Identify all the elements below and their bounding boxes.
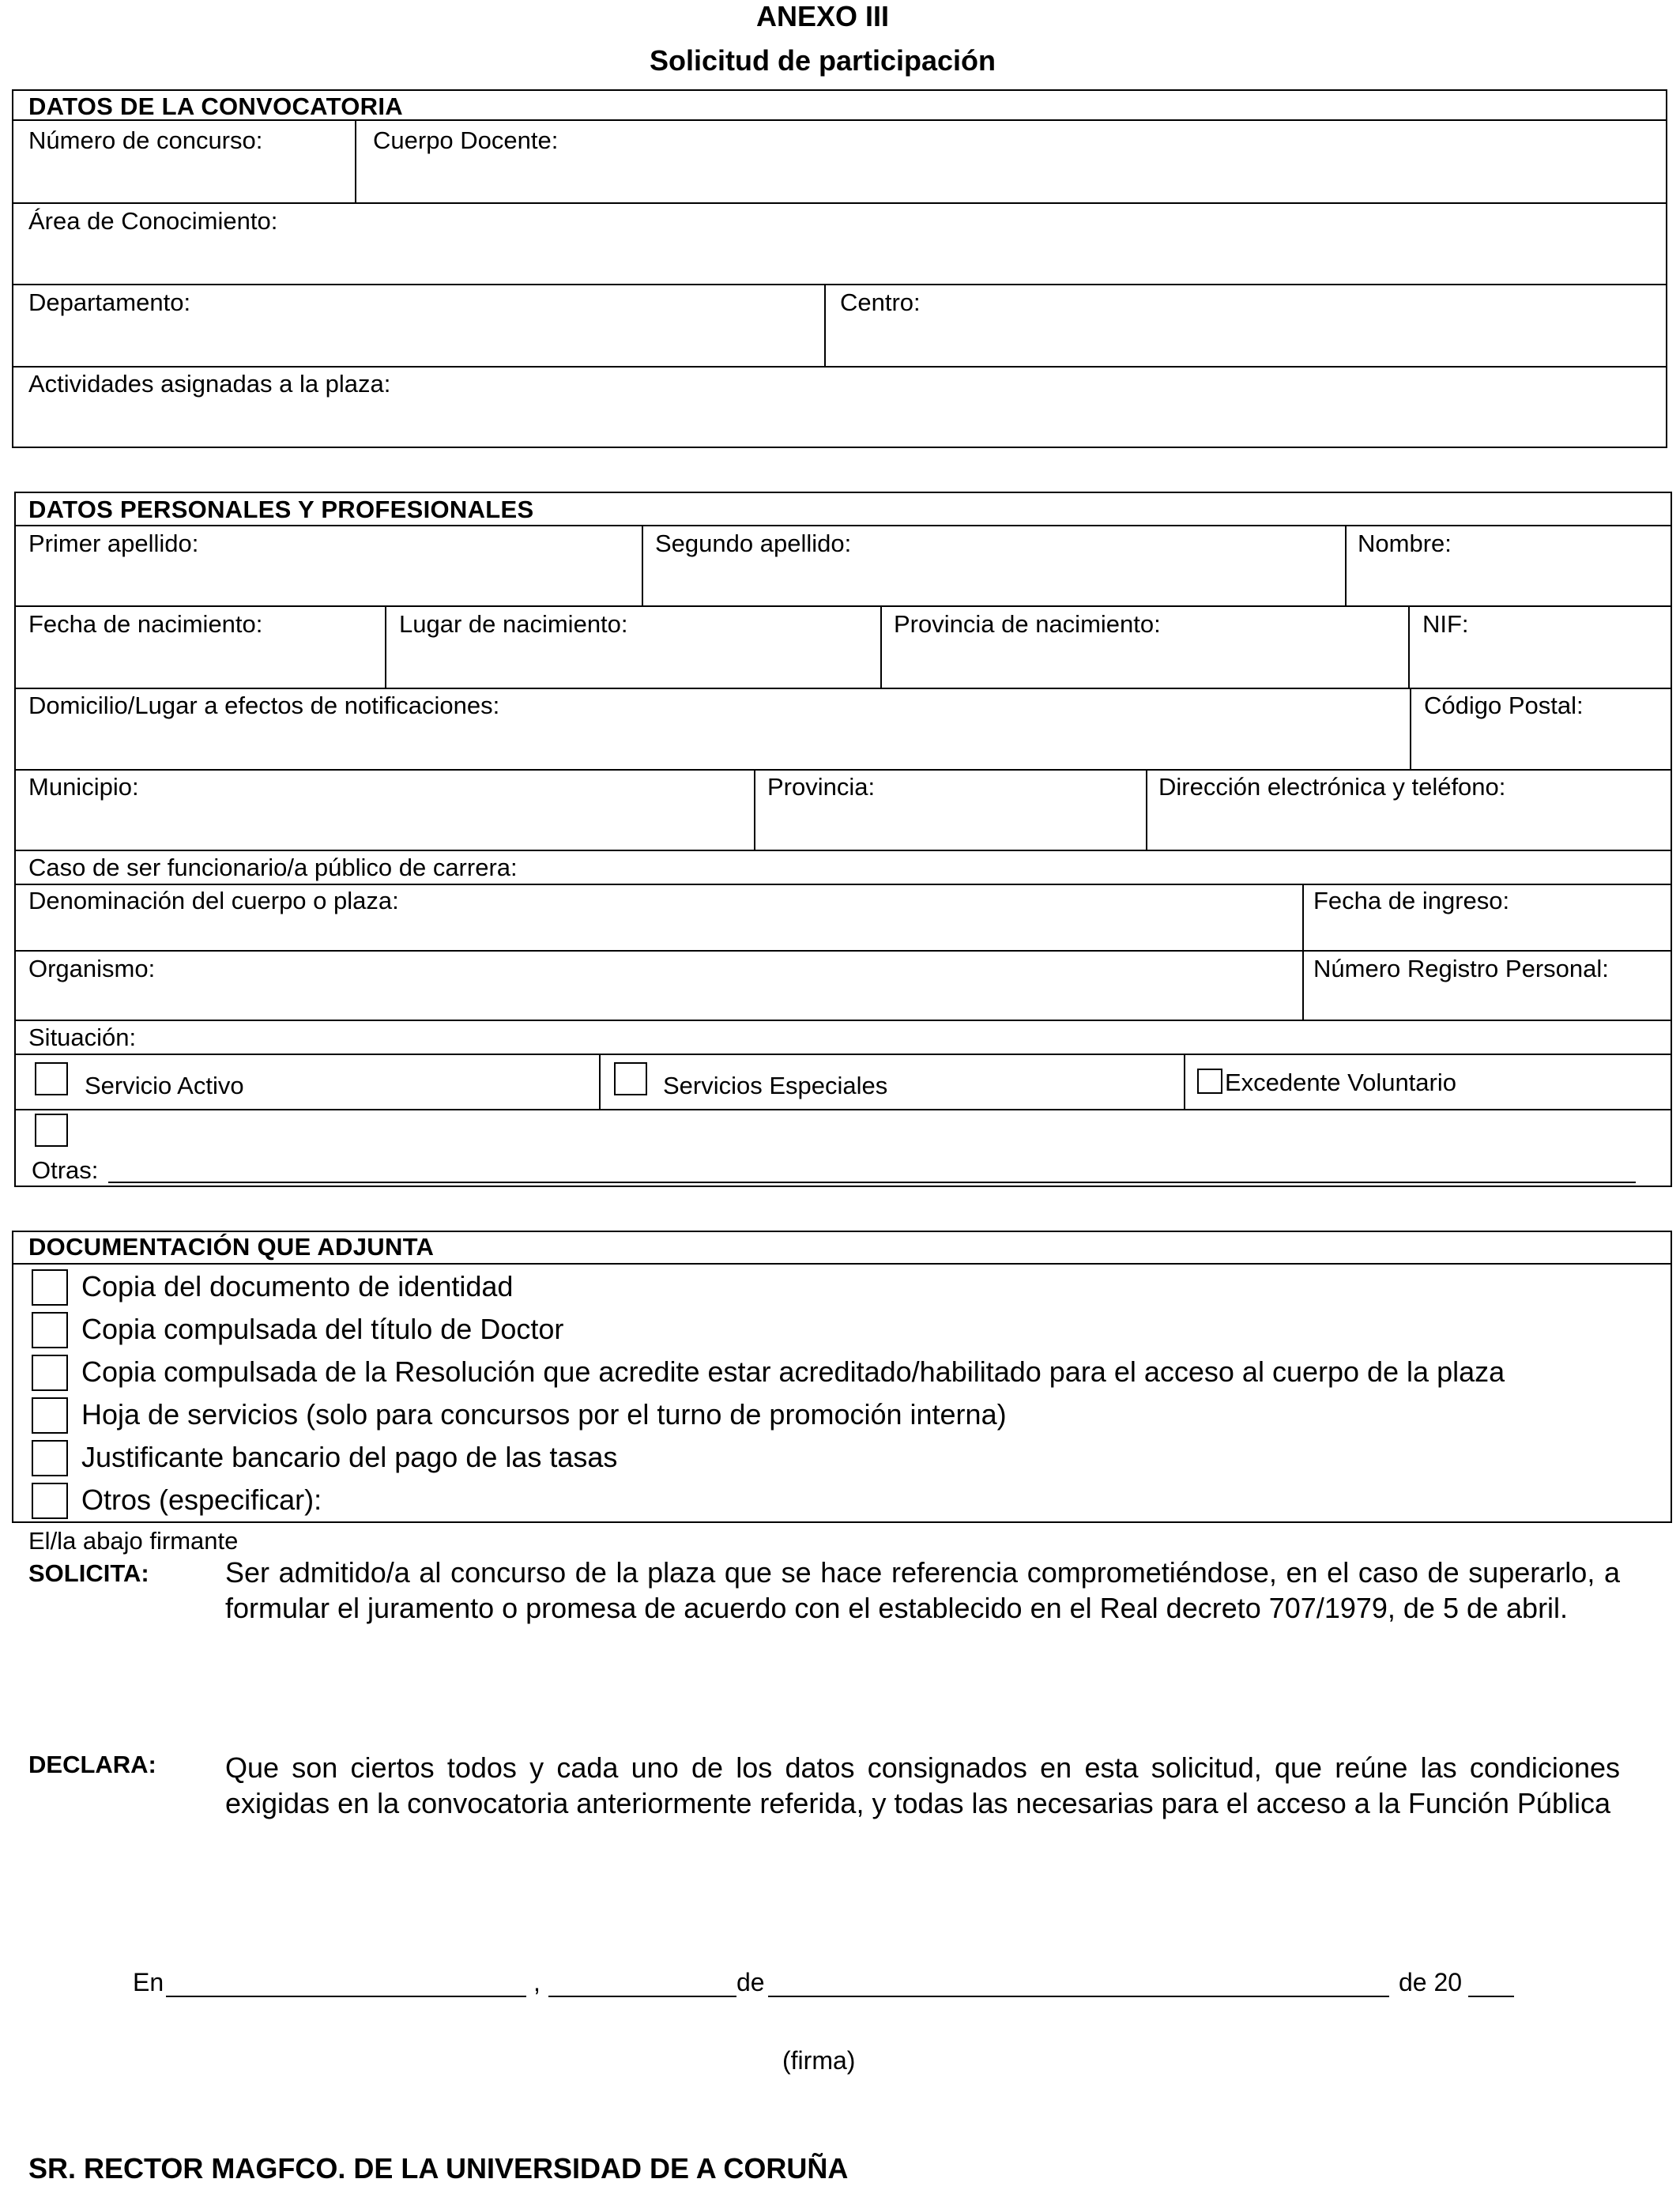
doc-identidad-label: Copia del documento de identidad: [81, 1270, 514, 1302]
otras-checkbox[interactable]: [35, 1114, 68, 1147]
divider: [14, 884, 1672, 885]
otras-input-line[interactable]: [108, 1182, 1636, 1183]
documentacion-heading: DOCUMENTACIÓN QUE ADJUNTA: [28, 1233, 435, 1261]
resolucion-checkbox[interactable]: [32, 1355, 68, 1391]
divider: [14, 688, 1672, 689]
justificante-label: Justificante bancario del pago de las tasas: [81, 1441, 618, 1473]
denominacion-field[interactable]: Denominación del cuerpo o plaza:: [28, 887, 399, 914]
declara-label: DECLARA:: [28, 1751, 156, 1778]
servicios-especiales-checkbox[interactable]: [614, 1062, 647, 1095]
fecha-ingreso-field[interactable]: Fecha de ingreso:: [1313, 887, 1510, 914]
fecha-nacimiento-field[interactable]: Fecha de nacimiento:: [28, 610, 263, 638]
otros-label: Otros (especificar):: [81, 1483, 322, 1516]
titulo-doctor-label: Copia compulsada del título de Doctor: [81, 1313, 564, 1345]
segundo-apellido-field[interactable]: Segundo apellido:: [655, 530, 852, 557]
divider: [1146, 769, 1147, 850]
direccion-electronica-field[interactable]: Dirección electrónica y teléfono:: [1158, 773, 1506, 801]
excedente-voluntario-label: Excedente Voluntario: [1225, 1069, 1456, 1096]
situacion-label: Situación:: [28, 1023, 137, 1051]
divider: [1408, 605, 1410, 688]
funcionario-caso-label: Caso de ser funcionario/a público de carrera:: [28, 854, 518, 881]
lugar-nacimiento-field[interactable]: Lugar de nacimiento:: [399, 610, 628, 638]
area-conocimiento-field[interactable]: Área de Conocimiento:: [28, 207, 278, 235]
servicios-especiales-label: Servicios Especiales: [663, 1072, 888, 1099]
solicita-label: SOLICITA:: [28, 1559, 149, 1587]
solicita-text: Ser admitido/a al concurso de la plaza que se hace referencia comprometiéndose, en el caso de superarlo, a formular el juramento o promesa de acuerdo con el establecido en el Real decreto 707/1979, de 5 de abril.: [225, 1556, 1620, 1624]
domicilio-field[interactable]: Domicilio/Lugar a efectos de notificaciones:: [28, 692, 500, 719]
divider: [14, 1109, 1672, 1110]
firma-caption: (firma): [782, 2046, 856, 2075]
otras-label: Otras:: [32, 1156, 99, 1184]
justificante-checkbox[interactable]: [32, 1440, 68, 1476]
rector-addressee: SR. RECTOR MAGFCO. DE LA UNIVERSIDAD DE A CORUÑA: [28, 2152, 849, 2185]
municipio-field[interactable]: Municipio:: [28, 773, 139, 801]
divider: [14, 605, 1672, 607]
divider: [824, 284, 826, 366]
firmante-label: El/la abajo firmante: [28, 1527, 239, 1555]
organismo-field[interactable]: Organismo:: [28, 955, 156, 982]
dia-input-line[interactable]: [548, 1996, 736, 1997]
divider: [880, 605, 882, 688]
divider: [14, 1020, 1672, 1021]
divider: [14, 950, 1672, 952]
actividades-field[interactable]: Actividades asignadas a la plaza:: [28, 370, 391, 398]
convocatoria-heading: DATOS DE LA CONVOCATORIA: [28, 92, 403, 120]
firma-comma: ,: [533, 1968, 541, 1996]
excedente-voluntario-checkbox[interactable]: [1197, 1069, 1222, 1094]
divider: [1345, 525, 1347, 605]
divider: [1184, 1054, 1185, 1109]
divider: [14, 525, 1672, 526]
anio-input-line[interactable]: [1468, 1996, 1514, 1997]
divider: [355, 119, 356, 202]
hoja-servicios-label: Hoja de servicios (solo para concursos por el turno de promoción interna): [81, 1398, 1007, 1431]
mes-input-line[interactable]: [768, 1996, 1389, 1997]
cuerpo-docente-field[interactable]: Cuerpo Docente:: [373, 126, 559, 154]
divider: [12, 119, 1667, 121]
servicio-activo-checkbox[interactable]: [35, 1062, 68, 1095]
divider: [754, 769, 755, 850]
titulo-doctor-checkbox[interactable]: [32, 1312, 68, 1348]
divider: [14, 850, 1672, 851]
provincia-nacimiento-field[interactable]: Provincia de nacimiento:: [894, 610, 1161, 638]
nombre-field[interactable]: Nombre:: [1358, 530, 1452, 557]
form-title: Solicitud de participación: [649, 44, 996, 77]
numero-registro-field[interactable]: Número Registro Personal:: [1313, 955, 1609, 982]
divider: [12, 366, 1667, 368]
divider: [1302, 884, 1304, 1020]
firma-de-label: de: [736, 1968, 765, 1996]
divider: [599, 1054, 601, 1109]
resolucion-label: Copia compulsada de la Resolución que acredite estar acreditado/habilitado para el acceso al cuerpo de la plaza: [81, 1355, 1505, 1388]
divider: [14, 769, 1672, 771]
divider: [12, 284, 1667, 285]
centro-field[interactable]: Centro:: [840, 288, 921, 316]
divider: [12, 1263, 1672, 1265]
divider: [12, 202, 1667, 204]
declara-text: Que son ciertos todos y cada uno de los datos consignados en esta solicitud, que reúne las condiciones exigidas en la convocatoria anteriormente referida, y todas las necesarias para el acceso a la Función Pública: [225, 1751, 1620, 1819]
servicio-activo-label: Servicio Activo: [85, 1072, 244, 1099]
numero-concurso-field[interactable]: Número de concurso:: [28, 126, 263, 154]
otros-checkbox[interactable]: [32, 1483, 68, 1519]
divider: [385, 605, 386, 688]
personales-heading: DATOS PERSONALES Y PROFESIONALES: [28, 496, 534, 523]
primer-apellido-field[interactable]: Primer apellido:: [28, 530, 199, 557]
divider: [14, 1054, 1672, 1055]
annex-title: ANEXO III: [755, 0, 890, 32]
divider: [1410, 688, 1411, 769]
divider: [642, 525, 643, 605]
hoja-servicios-checkbox[interactable]: [32, 1397, 68, 1434]
lugar-input-line[interactable]: [166, 1996, 526, 1997]
doc-identidad-checkbox[interactable]: [32, 1269, 68, 1306]
firma-en-label: En: [133, 1968, 164, 1996]
provincia-field[interactable]: Provincia:: [767, 773, 876, 801]
firma-de20-label: de 20: [1399, 1968, 1463, 1996]
nif-field[interactable]: NIF:: [1422, 610, 1469, 638]
codigo-postal-field[interactable]: Código Postal:: [1424, 692, 1584, 719]
departamento-field[interactable]: Departamento:: [28, 288, 191, 316]
